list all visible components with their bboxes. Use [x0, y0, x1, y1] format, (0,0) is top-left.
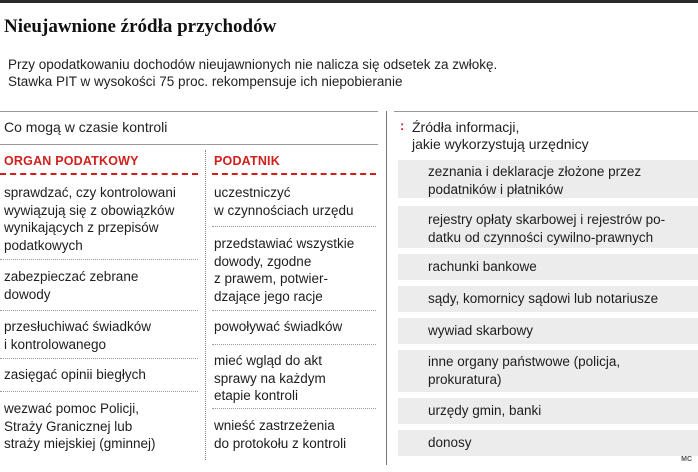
row-separator [212, 408, 376, 409]
row-separator [212, 310, 376, 311]
row-separator [0, 259, 198, 260]
intro-text: Przy opodatkowaniu dochodów nieujawnionych nie nalicza się odsetek za zwłokę. Stawka PIT w wysokości 75 proc. rekompensuje ich niepobieranie [8, 57, 498, 89]
list-item: rejestry opłaty skarbowej i rejestrów po- datku od czynności cywilno-prawnych [428, 212, 666, 245]
section-divider [386, 111, 387, 465]
row-separator [212, 226, 376, 227]
column-header-organ: ORGAN PODATKOWY [4, 154, 139, 168]
page-title: Nieujawnione źródła przychodów [4, 16, 277, 37]
list-item: przedstawiać wszystkie dowody, zgodne z prawem, potwier- dzające jego racje [214, 236, 355, 304]
list-item: donosy [428, 435, 472, 450]
left-top-rule [0, 111, 378, 112]
list-item: wnieść zastrzeżenia do protokołu z kontroli [214, 418, 347, 451]
list-item: urzędy gmin, banki [428, 403, 542, 418]
list-item: zeznania i deklaracje złożone przez podatników i płatników [428, 164, 642, 197]
row-separator [0, 391, 198, 392]
row-separator [0, 310, 198, 311]
red-rule-podatnik [212, 173, 376, 175]
list-item: rachunki bankowe [428, 259, 537, 274]
red-rule-organ [0, 173, 198, 175]
credit-mark: MC [681, 456, 692, 463]
list-item: zasięgać opinii biegłych [4, 367, 146, 382]
list-item: uczestniczyć w czynnościach urzędu [214, 185, 354, 218]
right-section-heading: Źródła informacji, jakie wykorzystują urzędnicy [412, 119, 589, 152]
red-bullet-marker: : [400, 118, 405, 133]
left-section-heading: Co mogą w czasie kontroli [4, 119, 168, 135]
list-item: wezwać pomoc Policji, Straży Granicznej lub straży miejskiej (gminnej) [4, 401, 156, 451]
row-separator [0, 358, 198, 359]
column-divider [205, 150, 206, 460]
row-separator [212, 344, 376, 345]
left-heading-rule [0, 144, 378, 145]
right-top-rule [394, 111, 698, 112]
list-item: sprawdzać, czy kontrolowani wywiązują się z obowiązków wynikających z przepisów podatkowych [4, 185, 176, 253]
list-item: wywiad skarbowy [428, 323, 534, 338]
list-item: przesłuchiwać świadków i kontrolowanego [4, 319, 152, 352]
list-item: sądy, komornicy sądowi lub notariusze [428, 291, 659, 306]
top-rule [0, 0, 698, 3]
column-header-podatnik: PODATNIK [214, 154, 280, 168]
list-item: mieć wgląd do akt sprawy na każdym etapie kontroli [214, 353, 326, 403]
list-item: inne organy państwowe (policja, prokuratura) [428, 354, 621, 387]
list-item: zabezpieczać zebrane dowody [4, 269, 139, 302]
list-item: powoływać świadków [214, 319, 343, 334]
